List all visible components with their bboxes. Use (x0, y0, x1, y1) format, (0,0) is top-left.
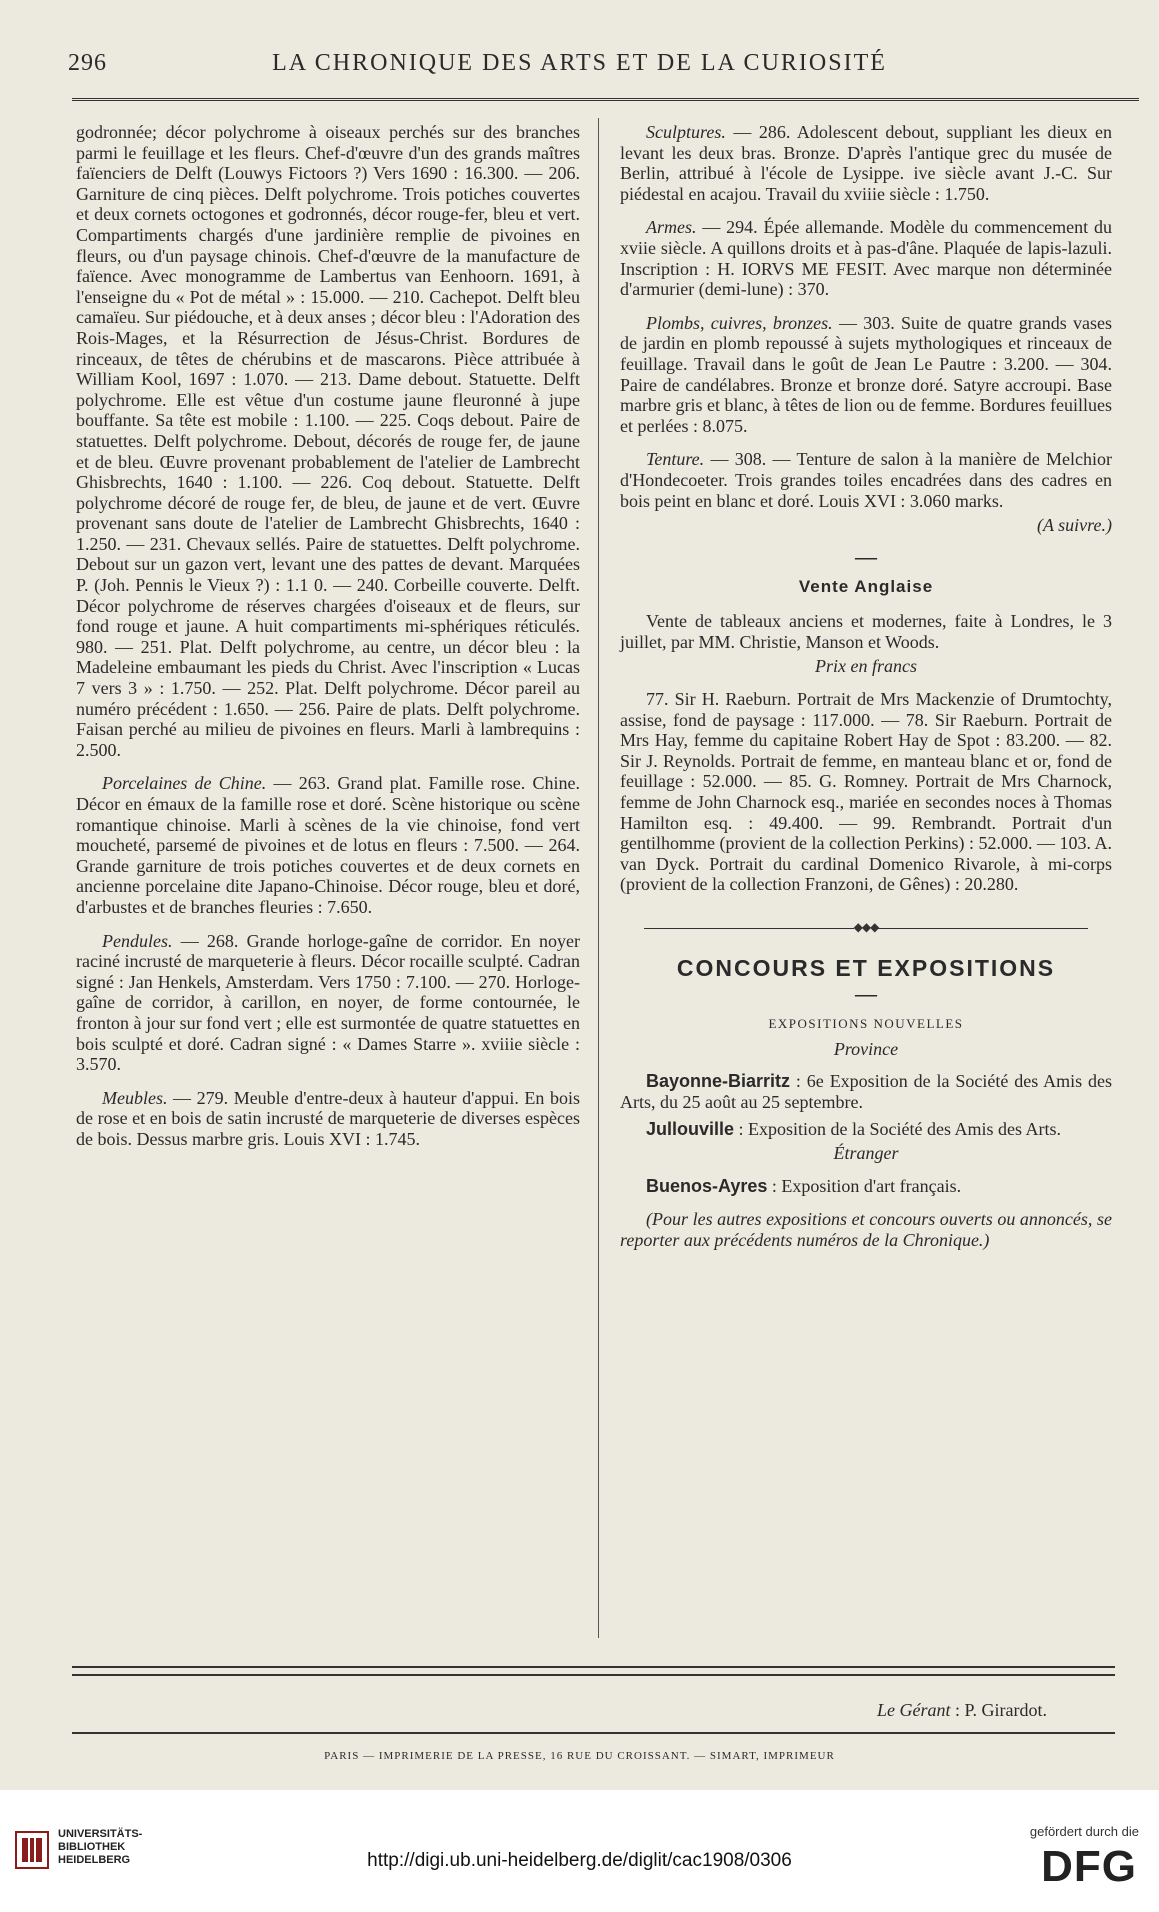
library-name-line: UNIVERSITÄTS- (58, 1828, 143, 1840)
right-paragraph-tenture (620, 449, 1112, 511)
to-be-continued: (A suivre.) (1037, 515, 1112, 536)
gerant-name: : P. Girardot. (950, 1700, 1047, 1720)
paragraph-text: — 286. Adolescent debout, suppliant les dieux en levant les deux bras. Bronze. D'après l'antique grec du musée de Berlin, attribué à l'école de Lysippe. ive siècle avant J.-C. Sur piédestal en acajou. Travail du xviiie siècle : 1.750. (620, 122, 1112, 204)
running-title: LA CHRONIQUE DES ARTS ET DE LA CURIOSITÉ (272, 50, 887, 76)
ornament-divider: ◆◆◆ (620, 917, 1112, 938)
city-name: Jullouville (646, 1118, 735, 1139)
province-heading: Province (833, 1038, 899, 1059)
category-label: Sculptures. (646, 122, 726, 142)
left-paragraph-porcelaines (76, 773, 580, 917)
library-name-line: BIBLIOTHEK (58, 1841, 126, 1853)
category-label: Armes. (646, 217, 697, 238)
vente-anglaise-title: Vente Anglaise (798, 576, 934, 596)
paragraph-text: — 268. Grande horloge-gaîne de corridor. En noyer raciné incrusté de marqueterie à fleurs. Décor rocaille sculpté. Cadran signé : Jan Henkels, Amsterdam. Vers 1750 : 7.100. — 270. Horloge-gaîne de corridor, à carillon, en noyer, de forme contournée, le fronton à jour sur fond vert ; elle est surmontée de quatre statuettes en bois sculpté et doré. Cadran signé : « Dames Starre ». xviiie siècle : 3.570. (76, 930, 580, 1075)
digitization-footer (0, 1790, 1159, 1912)
bottom-rule (72, 1732, 1115, 1734)
note-expositions: (Pour les autres expositions et concours ouverts ou annoncés, se reporter aux précédents numéros de la Chronique.) (620, 1209, 1112, 1250)
left-column (76, 122, 580, 1163)
exposition-jullouville (620, 1119, 1112, 1140)
library-name-line: HEIDELBERG (58, 1854, 131, 1866)
expositions-nouvelles-heading: EXPOSITIONS NOUVELLES (768, 1016, 964, 1032)
right-paragraph-armes (620, 217, 1112, 299)
paragraph-text: — 294. Épée allemande. Modèle du commencement du xviie siècle. A quillons droits et à pas-d'âne. Plaquée de lapis-lazuli. Inscription : H. IORVS ME FESIT. Avec marque non déterminée d'armurier (demi-lune) : 370. (620, 217, 1112, 300)
right-paragraph-plombs (620, 313, 1112, 437)
funded-by-text: gefördert durch die (1029, 1824, 1139, 1839)
column-divider (598, 118, 599, 1638)
category-label: Porcelaines de Chine. (102, 773, 267, 794)
gerant-label: Le Gérant (877, 1700, 951, 1720)
gerant-line (877, 1700, 1047, 1721)
page-number: 296 (68, 50, 107, 76)
category-label: Pendules. (102, 930, 173, 951)
header-rule (72, 98, 1139, 101)
category-label: Meubles. (102, 1087, 168, 1108)
exposition-text: : 6e Exposition de la Société des Amis des Arts, du 25 août au 25 septembre. (620, 1071, 1112, 1112)
exposition-bayonne (620, 1071, 1112, 1112)
vente-list: 77. Sir H. Raeburn. Portrait de Mrs Mackenzie of Drumtochty, assise, fond de paysage : 117.000. — 78. Sir Raeburn. Portrait de Mrs Hay, femme du capitaine Robert Hay de Spot : 83.200. — 82. Sir J. Reynolds. Portrait de femme, en manteau blanc et or, fond de feuillage : 52.000. — 85. G. Romney. Portrait de Mrs Charnock, femme de John Charnock esq., mariée en secondes noces à Thomas Hamilton esq. : 49.400. — 99. Rembrandt. Portrait d'un gentilhomme (provient de la collection Perkins) : 52.000. — 103. A. van Dyck. Portrait du cardinal Domenico Rivarole, à mi-corps (provient de la collection Franzoni, de Gênes) : 20.280. (620, 689, 1112, 895)
concours-title: CONCOURS ET EXPOSITIONS (676, 954, 1056, 981)
right-column (620, 122, 1112, 1264)
exposition-text: : Exposition de la Société des Amis des Arts. (734, 1118, 1062, 1139)
paragraph-text: — 279. Meuble d'entre-deux à hauteur d'appui. En bois de rose et en bois de satin incrusté de marqueterie de diverses espèces de bois. Dessus marbre gris. Louis XVI : 1.745. (76, 1087, 580, 1149)
source-url-link[interactable]: http://digi.ub.uni-heidelberg.de/diglit/cac1908/0306 (367, 1850, 792, 1871)
paragraph-text: — 303. Suite de quatre grands vases de jardin en plomb repoussé à sujets mythologiques et rinceaux de feuillage. Travail dans le goût de Jean Le Pautre : 3.200. — 304. Paire de candélabres. Bronze et bronze doré. Satyre accroupi. Base marbre gris et blanc, à têtes de lion ou de femme. Bordures feuillues et perlées : 8.075. (620, 312, 1112, 436)
category-label: Plombs, cuivres, bronzes. (646, 312, 833, 333)
exposition-buenos-ayres (620, 1176, 1112, 1197)
paragraph-text: — 263. Grand plat. Famille rose. Chine. Décor en émaux de la famille rose et doré. Scène historique ou scène romantique chinoise. Marli à scènes de la vie chinoise, fond vert moucheté, parsemé de pivoines et de lotus en fleurs : 7.500. — 264. Grande garniture de trois potiches couvertes et de deux cornets en ancienne porcelaine dite Japano-Chinoise. Décor rouge, bleu et doré, d'arbustes et de branches fleuries : 7.650. (76, 773, 580, 917)
prix-en-francs: Prix en francs (815, 656, 917, 677)
page-header (0, 50, 1159, 84)
etranger-heading: Étranger (833, 1143, 899, 1164)
right-paragraph-sculptures (620, 122, 1112, 204)
paragraph-text: — 308. — Tenture de salon à la manière de Melchior d'Hondecoeter. Trois grandes toiles encadrées dans des cadres en bois peint en blanc et doré. Louis XVI : 3.060 marks. (620, 449, 1112, 511)
dfg-logo: DFG (1041, 1842, 1137, 1891)
left-paragraph-delft: godronnée; décor polychrome à oiseaux perchés sur des branches parmi le feuillage et les fleurs. Chef-d'œuvre d'un des grands maîtres faïenciers de Delft (Louwys Fictoors ?) Vers 1690 : 16.300. — 206. Garniture de cinq pièces. Delft polychrome. Trois potiches couvertes et deux cornets octogones et godronnés, décor rouge-fer, bleu et vert. Compartiments chargés d'une jardinière remplie de pivoines en fleurs, ou d'un paysage chinois. Chef-d'œuvre de la manufacture de faïence. Avec monogramme de Lambertus van Eenhoorn. 1691, à l'enseigne du « Pot de métal » : 15.000. — 210. Cachepot. Delft bleu camaïeu. Sur piédouche, et à deux anses ; décor bleu : l'Adoration des Rois-Mages, et la Résurrection de Jésus-Christ. Bordures de rinceaux, de têtes de chérubins et de mascarons. Pièce attribuée à William Kool, 1697 : 1.070. — 213. Dame debout. Statuette. Delft polychrome. Elle est vêtue d'un costume jaune fleuronné à jupe bouffante. Sa tête est mobile : 1.100. — 225. Coqs debout. Paire de statuettes. Delft polychrome. Debout, décorés de rouge fer, de jaune et de bleu. Œuvre provenant probablement de l'atelier de Lambrecht Ghisbrechts, 1640 : 1.100. — 226. Coq debout. Statuette. Delft polychrome décoré de rouge fer, de bleu, de jaune et de vert. Œuvre provenant sans doute de l'atelier de Lambrecht Ghisbrechts, 1640 : 1.250. — 231. Chevaux sellés. Paire de statuettes. Delft polychrome. Debout sur un gazon vert, levant une des pattes de devant. Marquées P. (Joh. Pennis le Vieux ?) : 1.1 0. — 240. Corbeille couverte. Delft. Décor polychrome de réserves chargées d'oiseaux et de fleurs, sur fond rouge et jaune. A huit compartiments mi-sphériques réticulés. 980. — 251. Plat. Delft polychrome, au centre, un décor bleu : la Madeleine embaumant les pieds du Christ. Avec l'inscription « Lucas 7 vers 3 » : 1.750. — 252. Plat. Delft polychrome. Décor pareil au numéro précédent : 1.650. — 256. Paire de plats. Delft polychrome. Faisan perché au milieu de pivoines en fleurs. Marli à lambrequins : 2.500. (76, 122, 580, 760)
city-name: Buenos-Ayres (646, 1175, 768, 1196)
left-paragraph-meubles (76, 1088, 580, 1150)
left-paragraph-pendules (76, 931, 580, 1075)
printer-imprint: PARIS — IMPRIMERIE DE LA PRESSE, 16 RUE DU CROISSANT. — SIMART, IMPRIMEUR (324, 1750, 835, 1762)
bottom-rule (72, 1666, 1115, 1668)
section-separator: — (855, 543, 877, 569)
section-separator: — (855, 981, 877, 1007)
exposition-text: : Exposition d'art français. (767, 1175, 962, 1196)
category-label: Tenture. (646, 449, 705, 470)
city-name: Bayonne-Biarritz (646, 1071, 791, 1092)
vente-intro: Vente de tableaux anciens et modernes, faite à Londres, le 3 juillet, par MM. Christie, Manson et Woods. (620, 611, 1112, 652)
bottom-rule (72, 1674, 1115, 1676)
